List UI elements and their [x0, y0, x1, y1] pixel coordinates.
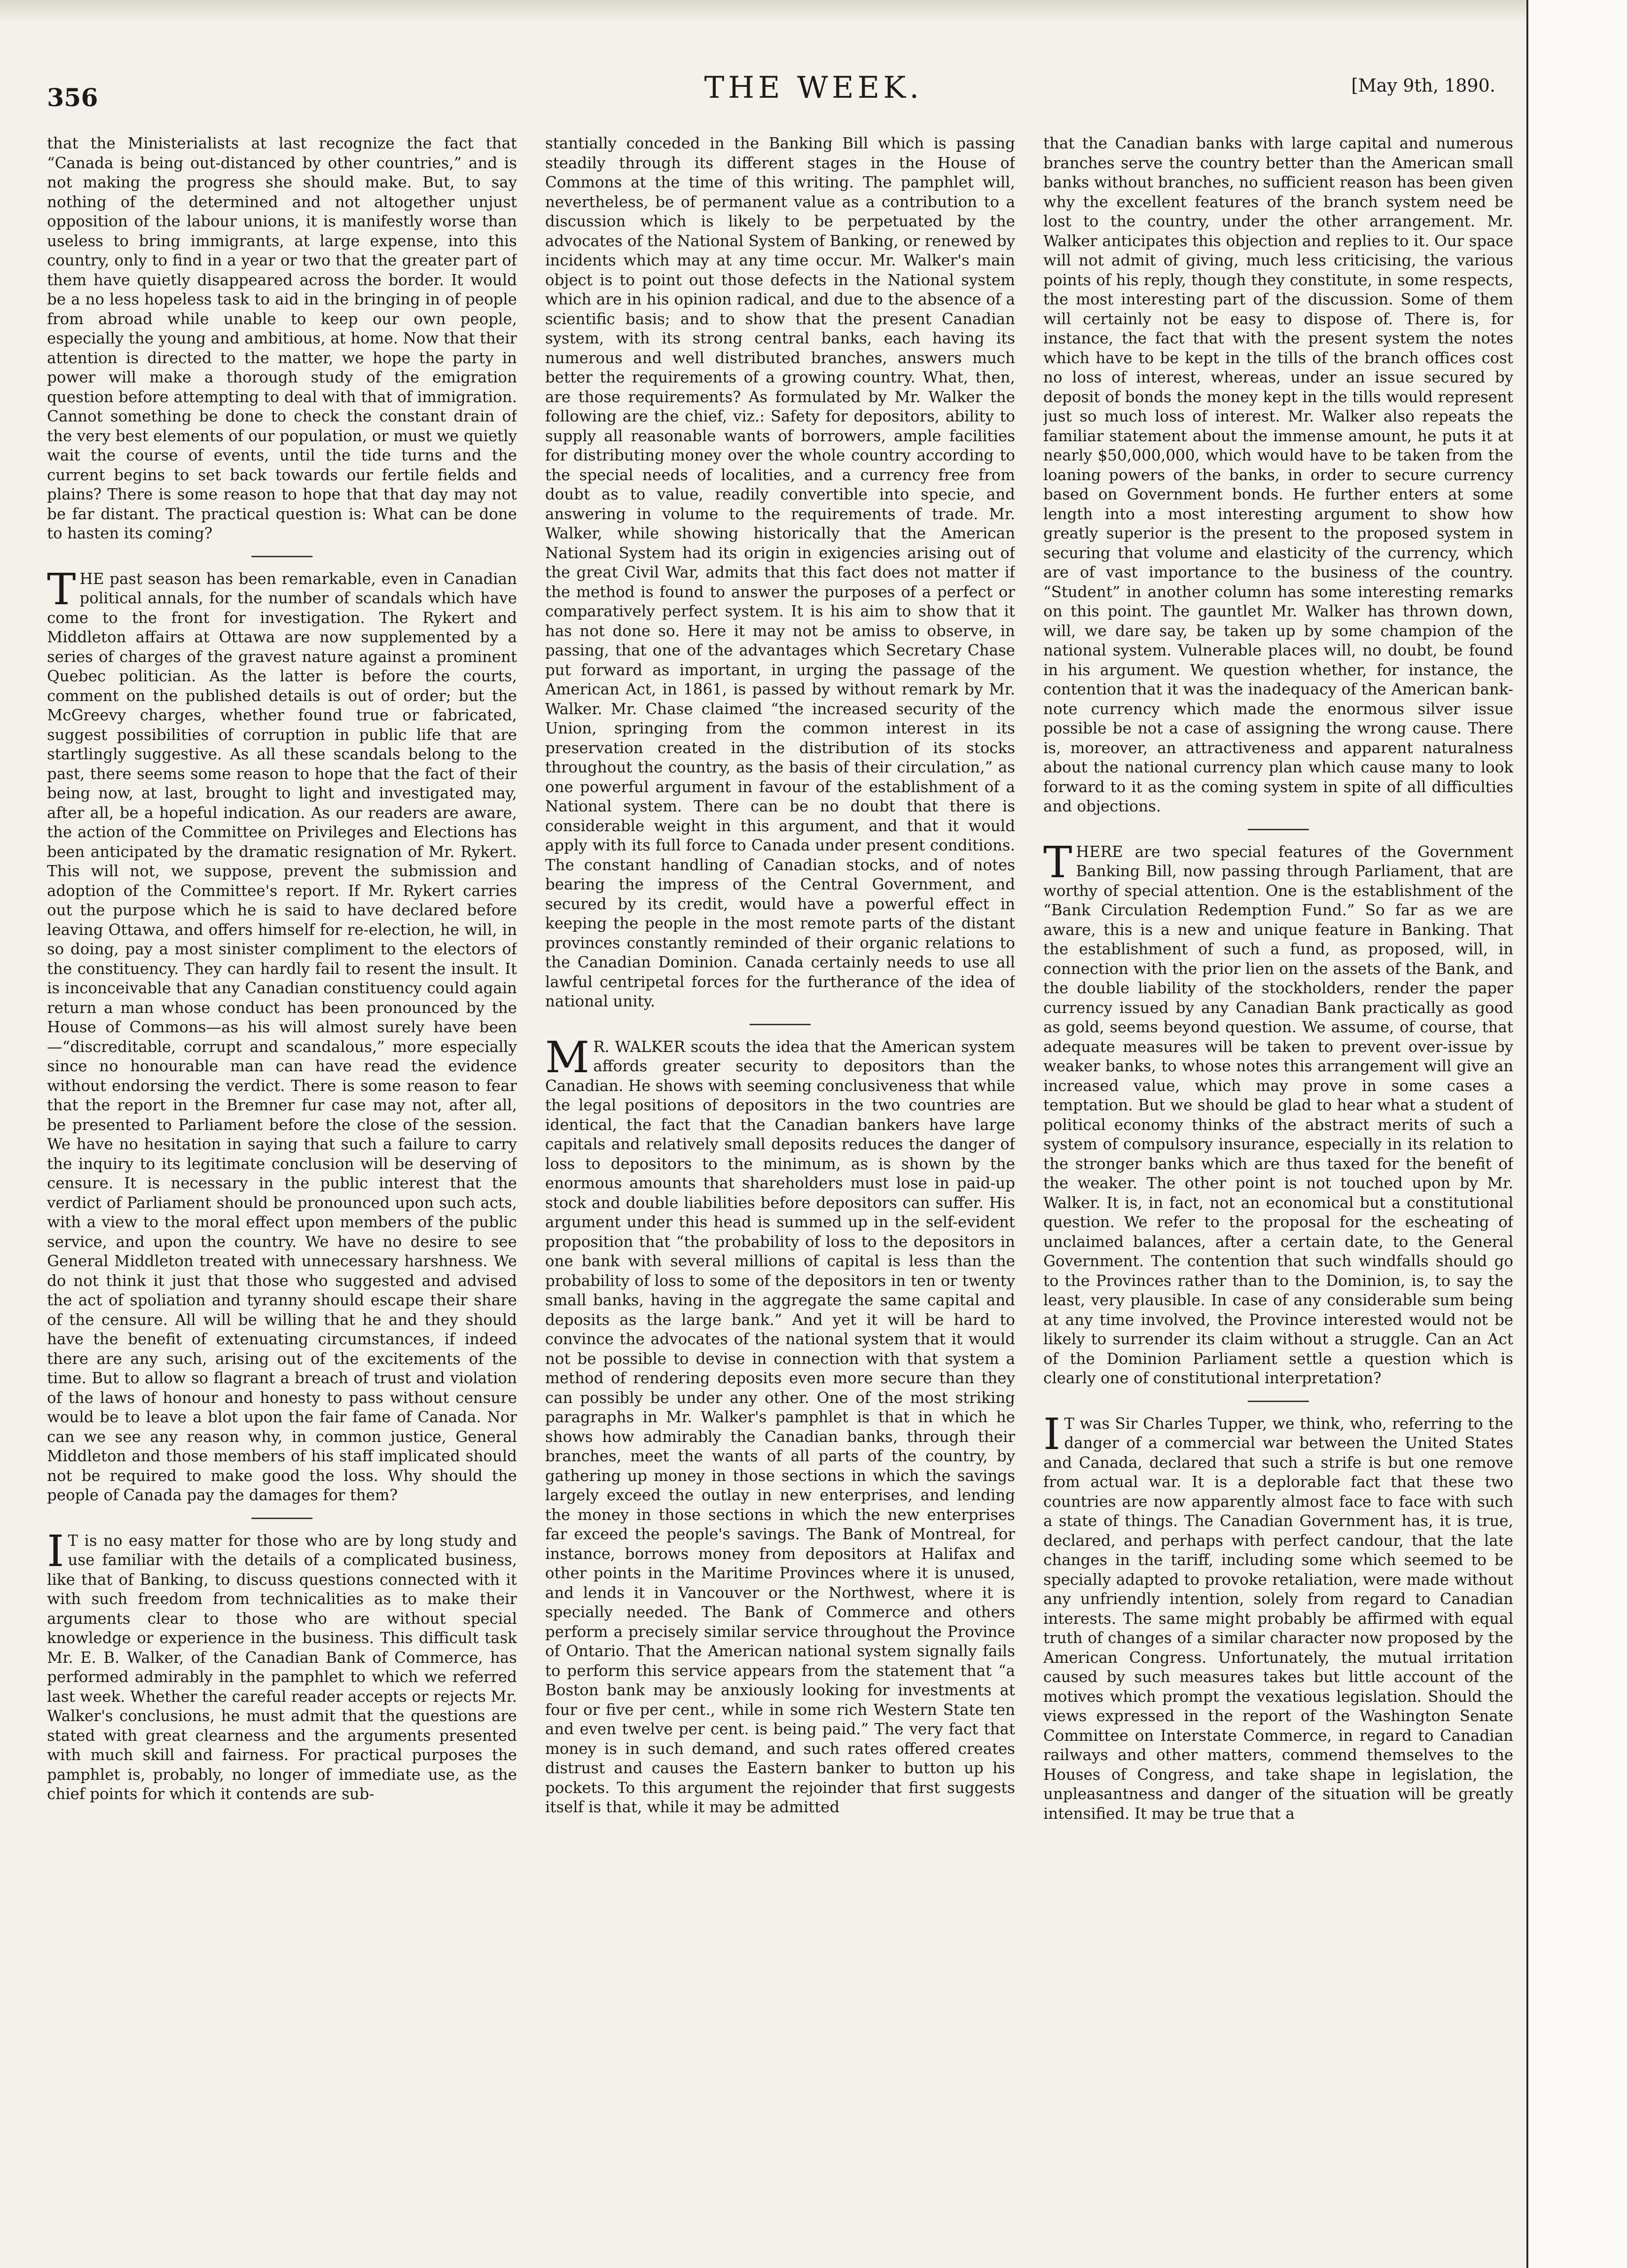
paragraph: that the Ministerialists at last recognize the fact that “Canada is being out-distanced by other countries,” and is not making the progress she should make. But, to say nothing of the determined and not altogether unjust opposition of the labour unions, it is manifestly worse than useless to bring immigrants, at large expense, into this country, only to find in a year or two that the greater part of them have quietly disappeared across the border. It would be a no less hopeless task to aid in the bringing in of people from abroad while unable to keep our own people, especially the young and ambitious, at home. Now that their attention is directed to the matter, we hope the party in power will make a thorough study of the emigration question before attempting to deal with that of immigration. Cannot something be done to check the constant drain of the very best elements of our population, or must we quietly wait the course of events, until the tide turns and the current begins to set back towards our fertile fields and plains? There is some reason to hope that that day may not be far distant. The practical question is: What can be done to hasten its coming? [47, 134, 517, 542]
page-binding-margin [1526, 0, 1627, 2268]
section-divider [251, 1518, 313, 1519]
paragraph: that the Canadian banks with large capital and numerous branches serve the country better than the American small banks without branches, no sufficient reason has been given why the excellent features of the branch system need be lost to the country, under the other arrangement. Mr. Walker anticipates this objection and replies to it. Our space will not admit of giving, much less criticising, the various points of his reply, though they constitute, in some respects, the most interesting part of the discussion. Some of them will certainly not be easy to dispose of. There is, for instance, the fact that with the present system the notes which have to be kept in the tills of the branch offices cost no loss of interest, whereas, under an issue secured by deposit of bonds the money kept in the tills would represent just so much loss of interest. Mr. Walker also repeats the familiar statement about the immense amount, he puts it at nearly $50,000,000, which would have to be taken from the loaning powers of the banks, in order to secure currency based on Government bonds. He further enters at some length into a most interesting argument to show how greatly superior is the present to the proposed system in securing that volume and elasticity of the currency, which are of vast importance to the business of the country. “Student” in another column has some interesting remarks on this point. The gauntlet Mr. Walker has thrown down, will, we dare say, be taken up by some champion of the national system. Vulnerable places will, no doubt, be found in his argument. We question whether, for instance, the contention that it was the inadequacy of the American bank-note currency which made the enormous silver issue possible be not a case of assigning the wrong cause. There is, moreover, an attractiveness and apparent naturalness about the national currency plan which cause many to look forward to it as the coming system in spite of all difficulties and objections. [1043, 134, 1513, 815]
column-3 [1043, 134, 1513, 2248]
column-2 [545, 134, 1015, 2248]
page-header [0, 0, 1627, 117]
article-columns [47, 134, 1513, 2248]
column-1 [47, 134, 517, 2248]
paragraph: stantially conceded in the Banking Bill which is passing steadily through its different stages in the House of Commons at the time of this writing. The pamphlet will, nevertheless, be of permanent value as a contribution to a discussion which is likely to be perpetuated by the advocates of the National System of Banking, or renewed by incidents which may at any time occur. Mr. Walker's main object is to point out those defects in the National system which are in his opinion radical, and due to the absence of a scientific basis; and to show that the present Canadian system, with its strong central banks, each having its numerous and well distributed branches, answers much better the requirements of a growing country. What, then, are those requirements? As formulated by Mr. Walker the following are the chief, viz.: Safety for depositors, ability to supply all reasonable wants of borrowers, ample facilities for distributing money over the whole country according to the special needs of localities, and a currency free from doubt as to value, readily convertible into specie, and answering in volume to the requirements of trade. Mr. Walker, while showing historically that the American National System had its origin in exigencies arising out of the great Civil War, admits that this fact does not matter if the method is found to answer the purposes of a perfect or comparatively perfect system. It is his aim to show that it has not done so. Here it may not be amiss to observe, in passing, that one of the advantages which Secretary Chase put forward as important, in urging the passage of the American Act, in 1861, is passed by without remark by Mr. Walker. Mr. Chase claimed “the increased security of the Union, springing from the common interest in its preservation created in the distribution of its stocks throughout the country, as the basis of their circulation,” as one powerful argument in favour of the establishment of a National system. There can be no doubt that there is considerable weight in this argument, and that it would apply with its full force to Canada under present conditions. The constant handling of Canadian stocks, and of notes bearing the impress of the Central Government, and secured by its credit, would have a powerful effect in keeping the people in the most remote parts of the distant provinces constantly reminded of their organic relations to the Canadian Dominion. Canada certainly needs to use all lawful centripetal forces for the furtherance of the idea of national unity. [545, 134, 1015, 1010]
section-divider [1248, 1401, 1309, 1402]
section-divider [251, 556, 313, 557]
section-divider [1248, 829, 1309, 830]
issue-date: [May 9th, 1890. [1351, 75, 1495, 96]
section-divider [750, 1024, 811, 1025]
journal-title: THE WEEK. [704, 70, 923, 105]
paragraph: THE past season has been remarkable, even in Canadian political annals, for the number of scandals which have come to the front for investigation. The Rykert and Middleton affairs at Ottawa are now supplemented by a series of charges of the gravest nature against a prominent Quebec politician. As the latter is before the courts, comment on the published details is out of order; but the McGreevy charges, whether found true or fabricated, suggest possibilities of corruption in public life that are startlingly suggestive. As all these scandals belong to the past, there seems some reason to hope that the fact of their being now, at last, brought to light and investigated may, after all, be a hopeful indication. As our readers are aware, the action of the Committee on Privileges and Elections has been anticipated by the dramatic resignation of Mr. Rykert. This will not, we suppose, prevent the submission and adoption of the Committee's report. If Mr. Rykert carries out the purpose which he is said to have declared before leaving Ottawa, and offers himself for re-election, he will, in so doing, pay a most sinister compliment to the electors of the constituency. They can hardly fail to resent the insult. It is inconceivable that any Canadian constituency could again return a man whose conduct has been pronounced by the House of Commons—as his will almost surely have been—“discreditable, corrupt and scandalous,” more especially since no honourable man can have read the evidence without endorsing the verdict. There is some reason to fear that the report in the Bremner fur case may not, after all, be presented to Parliament before the close of the session. We have no hesitation in saying that such a failure to carry the inquiry to its legitimate conclusion will be deserving of censure. It is necessary in the public interest that the verdict of Parliament should be pronounced upon such acts, with a view to the moral effect upon members of the public service, and upon the country. We have no desire to see General Middleton treated with unnecessary harshness. We do not think it just that those who suggested and advised the act of spoliation and tyranny should escape their share of the censure. All will be willing that he and they should have the benefit of extenuating circumstances, if indeed there are any such, arising out of the excitements of the time. But to allow so flagrant a breach of trust and violation of the laws of honour and honesty to pass without censure would be to leave a blot upon the fair fame of Canada. Nor can we see any reason why, in common justice, General Middleton and those members of his staff implicated should not be required to make good the loss. Why should the people of Canada pay the damages for them? [47, 564, 517, 1504]
page-number: 356 [47, 84, 98, 112]
paragraph: MR. WALKER scouts the idea that the American system affords greater security to depositors than the Canadian. He shows with seeming conclusiveness that while the legal positions of depositors in the two countries are identical, the fact that the Canadian bankers have large capitals and relatively small deposits reduces the danger of loss to depositors to the minimum, as is shown by the enormous amounts that shareholders must lose in paid-up stock and double liabilities before depositors can suffer. His argument under this head is summed up in the self-evident proposition that “the probability of loss to the depositors in one bank with several millions of capital is less than the probability of loss to some of the depositors in ten or twenty small banks, having in the aggregate the same capital and deposits as the large bank.” And yet it will be hard to convince the advocates of the national system that it would not be possible to devise in connection with that system a method of rendering deposits even more secure than they can possibly be under any other. One of the most striking paragraphs in Mr. Walker's pamphlet is that in which he shows how admirably the Canadian banks, through their branches, meet the wants of all parts of the country, by gathering up money in those sections in which the savings largely exceed the outlay in new enterprises, and lending the money in those sections in which the new enterprises far exceed the people's savings. The Bank of Montreal, for instance, borrows money from depositors at Halifax and other points in the Maritime Provinces where it is unused, and lends it in Vancouver or the Northwest, where it is specially needed. The Bank of Commerce and others perform a precisely similar service throughout the Province of Ontario. That the American national system signally fails to perform this service appears from the statement that “a Boston bank may be anxiously looking for investments at four or five per cent., while in some rich Western State ten and even twelve per cent. is being paid.” The very fact that money is in such demand, and such rates offered creates distrust and causes the Eastern banker to button up his pockets. To this argument the rejoinder that first suggests itself is that, while it may be admitted [545, 1032, 1015, 1816]
paragraph: IT is no easy matter for those who are by long study and use familiar with the details of a complicated business, like that of Banking, to discuss questions connected with it with such freedom from technicalities as to make their arguments clear to those who are without special knowledge or experience in the business. This difficult task Mr. E. B. Walker, of the Canadian Bank of Commerce, has performed admirably in the pamphlet to which we referred last week. Whether the careful reader accepts or rejects Mr. Walker's conclusions, he must admit that the questions are stated with great clearness and the arguments presented with much skill and fairness. For practical purposes the pamphlet is, probably, no longer of immediate use, as the chief points for which it contends are sub- [47, 1526, 517, 1803]
paragraph: THERE are two special features of the Government Banking Bill, now passing through Parliament, that are worthy of special attention. One is the establishment of the “Bank Circulation Redemption Fund.” So far as we are aware, this is a new and unique feature in Banking. That the establishment of such a fund, as proposed, will, in connection with the prior lien on the assets of the Bank, and the double liability of the stockholders, render the paper currency issued by any Canadian Bank practically as good as gold, seems beyond question. We assume, of course, that adequate measures will be taken to prevent over-issue by weaker banks, to whose notes this arrangement will give an increased value, which may prove in some cases a temptation. But we should be glad to hear what a student of political economy thinks of the abstract merits of such a system of compulsory insurance, especially in its relation to the stronger banks which are thus taxed for the benefit of the weaker. The other point is not touched upon by Mr. Walker. It is, in fact, not an economical but a constitutional question. We refer to the proposal for the escheating of unclaimed balances, after a certain date, to the General Government. The contention that such windfalls should go to the Provinces rather than to the Dominion, is, to say the least, very plausible. In case of any considerable sum being at any time involved, the Province interested would not be likely to surrender its claim without a struggle. Can an Act of the Dominion Parliament settle a question which is clearly one of constitutional interpretation? [1043, 837, 1513, 1387]
paragraph: IT was Sir Charles Tupper, we think, who, referring to the danger of a commercial war between the United States and Canada, declared that such a strife is but one remove from actual war. It is a deplorable fact that these two countries are now apparently almost face to face with such a state of things. The Canadian Government has, it is true, declared, and perhaps with perfect candour, that the late changes in the tariff, including some which seemed to be specially adapted to provoke retaliation, were made without any unfriendly intention, solely from regard to Canadian interests. The same might probably be affirmed with equal truth of changes of a similar character now proposed by the American Congress. Unfortunately, the mutual irritation caused by such measures takes but little account of the motives which prompt the vexatious legislation. Should the views expressed in the report of the Washington Senate Committee on Interstate Commerce, in regard to Canadian railways and other matters, commend themselves to the Houses of Congress, and take shape in legislation, the unpleasantness and danger of the situation will be greatly intensified. It may be true that a [1043, 1409, 1513, 1823]
